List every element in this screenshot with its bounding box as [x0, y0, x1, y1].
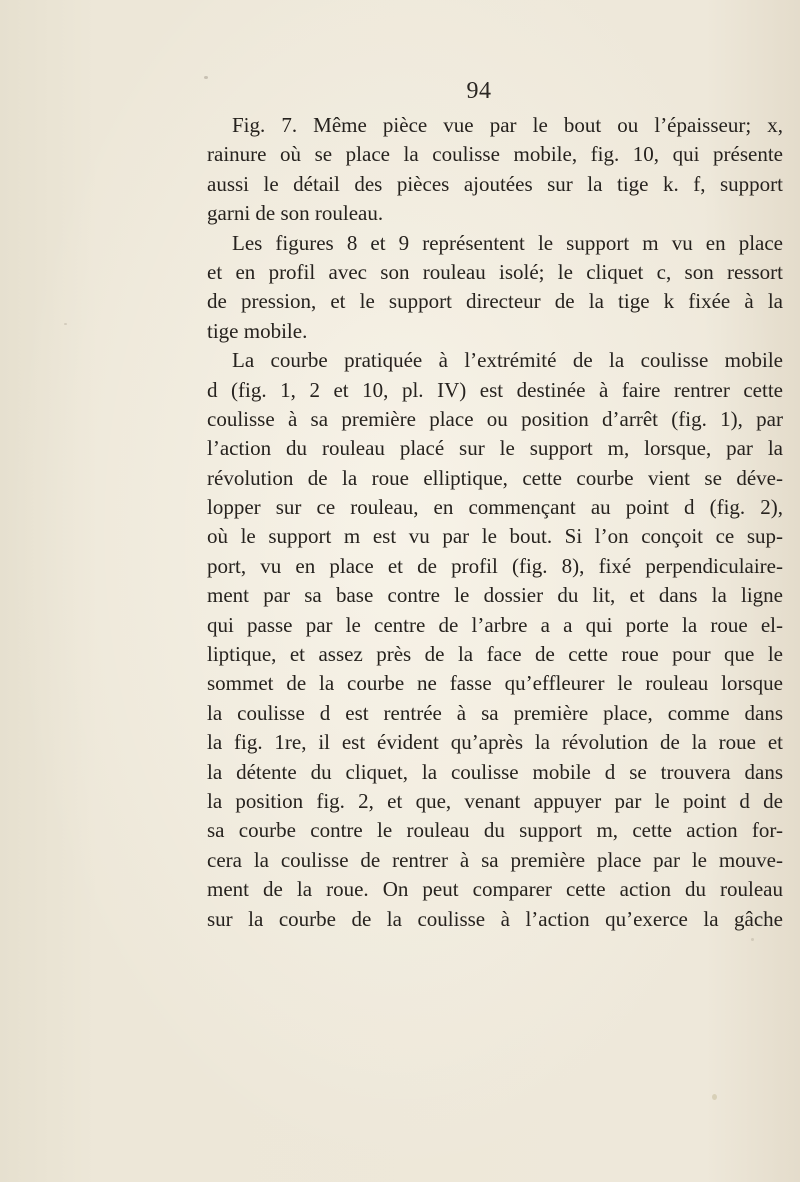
text-line: où le support m est vu par le bout. Si l’on conçoit ce sup- [207, 524, 783, 549]
text-line: port, vu en place et de profil (fig. 8), fixé perpendiculaire- [207, 553, 783, 578]
text-line: sur la courbe de la coulisse à l’action qu’exerce la gâche [207, 906, 783, 931]
text-line: liptique, et assez près de la face de cette roue pour que le [207, 642, 783, 667]
text-line: garni de son rouleau. [207, 201, 384, 226]
text-line: ment de la roue. On peut comparer cette action du rouleau [207, 877, 783, 902]
text-line: aussi le détail des pièces ajoutées sur la tige k. f, support [207, 171, 783, 196]
text-line: lopper sur ce rouleau, en commençant au point d (fig. 2), [207, 495, 783, 520]
paper-speck [64, 323, 67, 325]
text-line: Fig. 7. Même pièce vue par le bout ou l’épaisseur; x, [232, 113, 783, 137]
text-line: coulisse à sa première place ou position d’arrêt (fig. 1), par [207, 406, 783, 431]
text-line: la coulisse d est rentrée à sa première place, comme dans [207, 700, 783, 725]
text-line: l’action du rouleau placé sur le support m, lorsque, par la [207, 436, 783, 461]
paper-speck [204, 76, 208, 79]
text-line: tige mobile. [207, 318, 308, 343]
text-line: ment par sa base contre le dossier du lit, et dans la ligne [207, 583, 783, 608]
text-line: qui passe par le centre de l’arbre a a qui porte la roue el- [207, 612, 783, 637]
text-line: sa courbe contre le rouleau du support m, cette action for- [207, 818, 783, 843]
text-line: et en profil avec son rouleau isolé; le cliquet c, son ressort [207, 259, 783, 284]
text-line: d (fig. 1, 2 et 10, pl. IV) est destinée à faire rentrer cette [207, 377, 783, 402]
page-number: 94 [466, 78, 492, 104]
text-line: la fig. 1re, il est évident qu’après la révolution de la roue et [207, 730, 783, 755]
text-line: de pression, et le support directeur de la tige k fixée à la [207, 289, 783, 314]
body-text [207, 111, 783, 934]
text-line: Les figures 8 et 9 représentent le support m vu en place [232, 230, 783, 255]
paper-speck [712, 1094, 717, 1100]
text-line: la position fig. 2, et que, venant appuyer par le point d de [207, 788, 783, 813]
paper-speck [751, 938, 754, 941]
text-line: révolution de la roue elliptique, cette courbe vient se déve- [207, 465, 783, 490]
text-line: La courbe pratiquée à l’extrémité de la coulisse mobile [232, 348, 783, 373]
text-line: la détente du cliquet, la coulisse mobile d se trouvera dans [207, 759, 783, 784]
text-line: cera la coulisse de rentrer à sa première place par le mouve- [207, 847, 783, 872]
text-line: sommet de la courbe ne fasse qu’effleurer le rouleau lorsque [207, 671, 783, 696]
text-line: rainure où se place la coulisse mobile, fig. 10, qui présente [207, 142, 783, 167]
